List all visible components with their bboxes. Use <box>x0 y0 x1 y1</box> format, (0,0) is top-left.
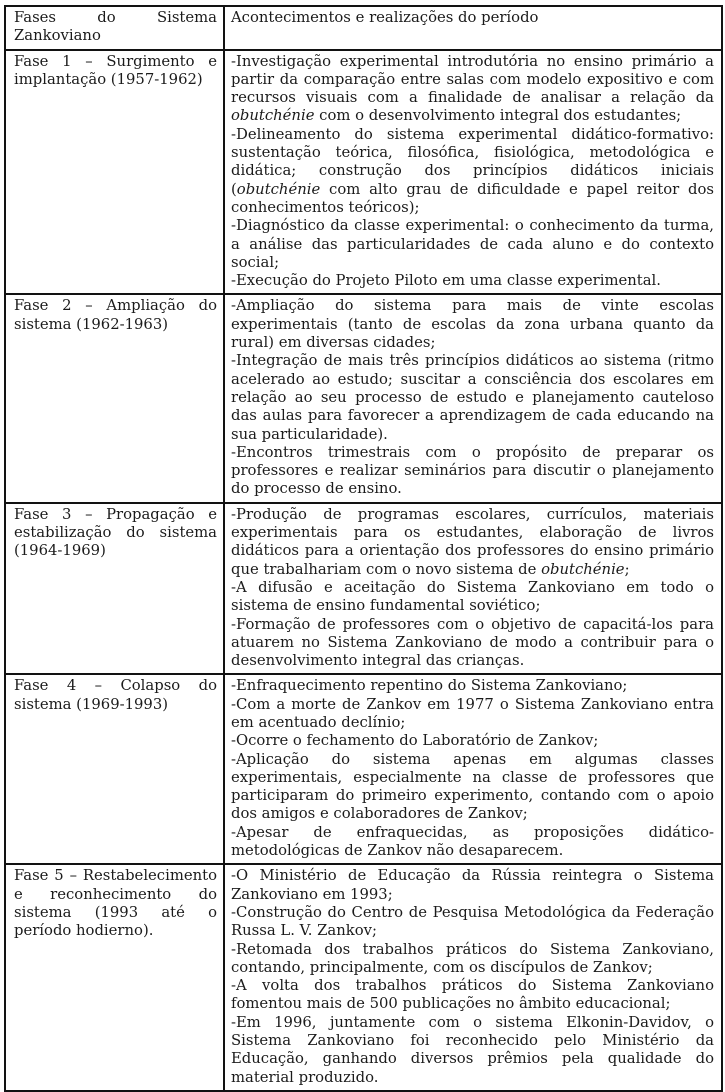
event-item: -A volta dos trabalhos práticos do Sistema Zankoviano fomentou mais de 500 publicações no âmbito educacional; <box>231 977 714 1013</box>
phase-label: Fase 2 – Ampliação do sistema (1962-1963) <box>14 297 217 333</box>
event-item: -Ampliação do sistema para mais de vinte escolas experimentais (tanto de escolas da zona urbana quanto da rural) em diversas cidades; <box>231 297 714 352</box>
event-item: -Ocorre o fechamento do Laboratório de Zankov; <box>231 732 599 750</box>
phase-cell <box>5 50 224 295</box>
event-item: -Integração de mais três princípios didáticos ao sistema (ritmo acelerado ao estudo; suscitar a consciência dos escolares em relação ao seu processo de estudo e planejamento cauteloso das aulas para favorecer a aprendizagem de cada educando na sua particularidade). <box>231 352 714 443</box>
event-item: -Retomada dos trabalhos práticos do Sistema Zankoviano, contando, principalmente, com os discípulos de Zankov; <box>231 940 714 976</box>
event-item: -Diagnóstico da classe experimental: o conhecimento da turma, a análise das particularidades de cada aluno e do contexto social; <box>231 217 714 271</box>
table-row <box>5 503 722 675</box>
event-item: -Em 1996, juntamente com o sistema Elkonin-Davidov, o Sistema Zankoviano foi reconhecido pelo Ministério da Educação, ganhando diversos prêmios pela qualidade do material produzido. <box>231 1013 714 1086</box>
phase-label: Fase 3 – Propagação e estabilização do sistema (1964-1969) <box>14 505 217 560</box>
header-row <box>5 6 722 50</box>
event-item: -Apesar de enfraquecidas, as proposições didático-metodológicas de Zankov não desaparecem. <box>231 823 714 860</box>
phase-label: Fase 4 – Colapso do sistema (1969-1993) <box>14 677 217 713</box>
phase-cell <box>5 674 224 864</box>
events-cell <box>224 294 722 502</box>
phase-cell <box>5 503 224 675</box>
event-item: -Formação de professores com o objetivo de capacitá-los para atuarem no Sistema Zankoviano de modo a contribuir para o desenvolvimento integral das crianças. <box>231 615 714 670</box>
event-item: -Encontros trimestrais com o propósito de preparar os professores e realizar seminários para discutir o planejamento do processo de ensino. <box>231 443 714 498</box>
events-cell <box>224 50 722 295</box>
event-item: -Delineamento do sistema experimental didático-formativo: sustentação teórica, filosófica, fisiológica, metodológica e didática; construção dos princípios didáticos iniciais (obutchénie com alto grau de dificuldade e papel reitor dos conhecimentos teóricos); <box>231 125 714 216</box>
phase-cell <box>5 864 224 1091</box>
phase-cell <box>5 294 224 502</box>
header-cell-events: Acontecimentos e realizações do período <box>224 6 722 50</box>
phases-table <box>4 5 723 1092</box>
event-item: -Enfraquecimento repentino do Sistema Zankoviano; <box>231 677 628 695</box>
event-item: -Produção de programas escolares, currículos, materiais experimentais para os estudantes, elaboração de livros didáticos para a orientação dos professores do ensino primário que trabalhariam com o novo sistema de obutchénie; <box>231 505 714 578</box>
event-item: -Execução do Projeto Piloto em uma classe experimental. <box>231 272 661 290</box>
table-row <box>5 294 722 502</box>
event-item: -Construção do Centro de Pesquisa Metodológica da Federação Russa L. V. Zankov; <box>231 903 714 940</box>
header-cell-phases: Fases do Sistema Zankoviano <box>5 6 224 50</box>
event-item: -Investigação experimental introdutória no ensino primário a partir da comparação entre salas com modelo expositivo e com recursos visuais com a finalidade de analisar a relação da obutchénie com o desenvolvimento integral dos estudantes; <box>231 52 714 125</box>
table-body <box>5 50 722 1091</box>
phase-label: Fase 5 – Restabelecimento e reconhecimento do sistema (1993 até o período hodierno). <box>14 867 217 940</box>
events-cell <box>224 864 722 1091</box>
phase-label: Fase 1 – Surgimento e implantação (1957-1962) <box>14 52 217 88</box>
table-row <box>5 50 722 295</box>
event-item: -O Ministério de Educação da Rússia reintegra o Sistema Zankoviano em 1993; <box>231 867 714 903</box>
event-item: -A difusão e aceitação do Sistema Zankoviano em todo o sistema de ensino fundamental soviético; <box>231 578 714 615</box>
table-row <box>5 674 722 864</box>
event-item: -Aplicação do sistema apenas em algumas classes experimentais, especialmente na classe de professores que participaram do primeiro experimento, contando com o apoio dos amigos e colaboradores de Zankov; <box>231 750 714 823</box>
events-cell <box>224 503 722 675</box>
table-row <box>5 864 722 1091</box>
events-cell <box>224 674 722 864</box>
event-item: -Com a morte de Zankov em 1977 o Sistema Zankoviano entra em acentuado declínio; <box>231 695 714 731</box>
